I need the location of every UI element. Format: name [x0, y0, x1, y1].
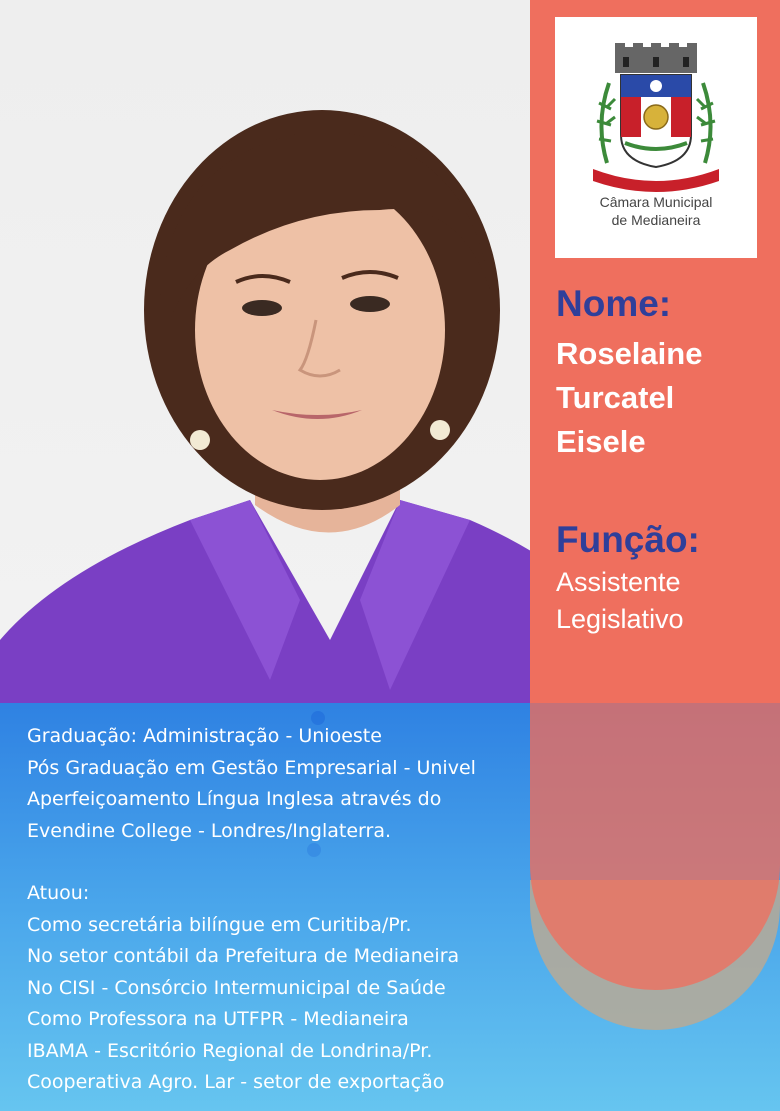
- education-list: [27, 721, 476, 847]
- experience-item: Como Professora na UTFPR - Medianeira: [27, 1008, 409, 1030]
- education-item: Pós Graduação em Gestão Empresarial - Univel: [27, 756, 476, 779]
- experience-item: No setor contábil da Prefeitura de Medianeira: [27, 945, 460, 967]
- experience-item: Cooperativa Agro. Lar - setor de exportação: [27, 1071, 445, 1093]
- name-line-3: Eisele: [556, 424, 646, 459]
- logo-caption-line1: Câmara Municipal: [599, 194, 713, 210]
- role-line-2: Legislativo: [556, 604, 684, 634]
- experience-item: Como secretária bilíngue em Curitiba/Pr.: [27, 913, 412, 936]
- role-label: Função:: [556, 519, 700, 560]
- name-label: Nome:: [556, 283, 672, 324]
- band-column-overlay: [530, 703, 780, 990]
- experience-item: IBAMA - Escritório Regional de Londrina/Pr.: [27, 1039, 433, 1062]
- experience-list: [27, 878, 459, 1099]
- logo-caption: [555, 193, 757, 229]
- experience-item: No CISI - Consórcio Intermunicipal de Saúde: [27, 976, 446, 999]
- logo-card: [555, 17, 757, 258]
- role-line-1: Assistente: [556, 567, 681, 597]
- education-item: Evendine College - Londres/Inglaterra.: [27, 819, 392, 842]
- experience-heading: Atuou:: [27, 882, 90, 904]
- logo-caption-line2: de Medianeira: [611, 212, 701, 228]
- coat-of-arms-icon: [585, 43, 727, 193]
- education-item: Graduação: Administração - Unioeste: [27, 725, 382, 747]
- education-item: Aperfeiçoamento Língua Inglesa através do: [27, 788, 442, 810]
- name-line-1: Roselaine: [556, 336, 703, 371]
- name-line-2: Turcatel: [556, 380, 675, 415]
